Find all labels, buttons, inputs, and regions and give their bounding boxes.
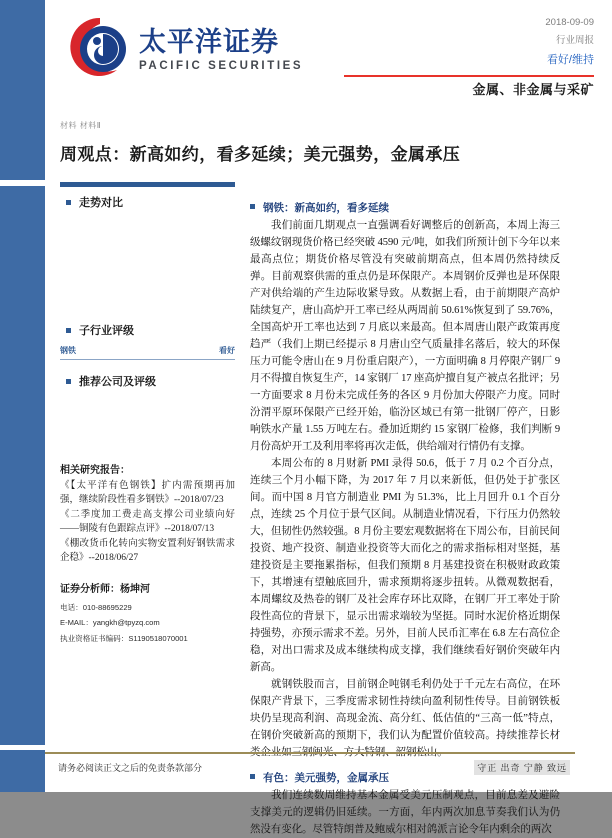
header-meta [344,14,594,100]
breadcrumb: 材料 材料Ⅱ [60,121,102,130]
spine-gap-upper [0,180,45,186]
left-blue-spine [0,0,45,792]
pacific-securities-logo-icon [67,14,133,80]
footer-disclaimer: 请务必阅读正文之后的免责条款部分 [58,763,203,773]
brand-logo [67,14,303,80]
sidebar-section-trend [66,194,235,210]
sidebar-section-recommend-label: 推荐公司及评级 [79,376,156,388]
trend-chart-placeholder [60,214,235,322]
bullet-square-icon [66,328,71,333]
paragraph: 就钢铁股而言，目前钢企吨钢毛利仍处于千元左右高位，在环保限产背景下，三季度需求韧性持续向盈利韧性传导。目前钢铁板块仍呈现高利润、高现金流、高分红、低估值的“三高一低”特点，在钢价突破新高的预期下，我们认为配置价值较高。持续推荐长材 [250,679,560,741]
sub-industry-rating-table [60,343,235,360]
paragraph: 我们前面几期观点一直强调看好调整后的创新高，本周上海三级螺纹钢现货价格已经突破 4590 元/吨，如我们所预计创下今年以来最高点位；期货价格尽管没有突破前期高点，但本周仍然持续反弹。目前观察供需的重点仍是环保限产。本周钢价反弹也是环保限产对供给端的产生边际收紧导致。从数据上看，由于前期限产高炉陆续复产，唐山高炉开工率已经从两周前 50.61%恢复到了 59.76%，全国高炉开工率也达到 7 月底以来最高。但本周唐山限产政策再度趋严（我们上期已经提示 8 月唐山空气质量排名落后，较大的环保压力可能令唐山在 9 月份重启限产），一方面明确 8 月停限产钢厂 9 月不得擅自恢复生产，14 家钢厂 17 座高炉擅自复产被点名批评；另一方面要求 8 月份未完成任务的各区 9 月份加大停限产力度。同时汾渭平原环保限产已经开始，临汾区域已有第一批钢厂停产，日影响铁水产量 1.55 万吨左右。叠加近期约 15 家钢厂检修，我们判断 9 月份高炉开工及利用率将再次走低，供给端对行情仍有支撑。 [250,220,560,452]
related-reports-title: 相关研究报告： [60,465,130,476]
section-heading-nonferrous-label: 有色：美元强势，金属承压 [263,773,389,784]
recommend-table-placeholder [60,393,235,455]
spine-gap-lower [0,745,45,750]
list-item: 《【太平洋有色钢铁】扩内需预期再加强，继续阶段性看多钢铁》--2018/07/23 [60,481,235,506]
bullet-square-icon [66,200,71,205]
list-item: 《二季度加工费走高支撑公司业绩向好——铜陵有色跟踪点评》--2018/07/13 [60,509,235,535]
header-red-rule [344,75,594,78]
brand-name-cn: 太平洋证券 [139,27,279,58]
analyst-license: 执业资格证书编码：S1190518070001 [60,633,188,643]
section-bar-trend [60,182,235,187]
analyst-name: 证券分析师：杨坤河 [60,583,150,595]
rating-value-cell: 看好 [148,343,236,360]
paragraph: 本周公布的 8 月财新 PMI 录得 50.6，低于 7 月 0.2 个百分点，连续三个月小幅下降，为 2017 年 7 月以来新低，但仍处于扩张区间。而中国 8 月官方制造业 PMI 为 51.3%，比上月回升 0.1 个百分点，连续 25 个月位于景气区间。从制造业情况看，下行压力仍然较大，但韧性仍然较强。8 月份主要宏观数据将在下周公布，目前民间投资、地产投资、制造业投资等大而化之的需求指标相对坚挺，基建投资是主要拖累指标，但我们预期 8 月基建投资在积极财政政策下，其增速有望触底回升，需求预期将逐步扭转。从微观数据看，本周螺纹及热卷的钢厂及社会库存环比双降，在钢厂开工率处于阶段性高位的背景下，显示出需求端较为坚挺。同时水泥价格近期保持强势，亦预示需求不差。另外，目前人民币汇率在 6.8 左右高位企稳，对出口需求及成本继续构成支撑，我们继续看好钢价突破年内新高。 [250,458,560,673]
sidebar-section-trend-label: 走势对比 [79,197,123,209]
footer-slogan: 守正 出奇 宁静 致远 [474,760,570,775]
rating-industry-cell: 钢铁 [60,343,148,360]
main-content [250,200,560,838]
analyst-email[interactable]: E-MAIL：yangkh@tpyzq.com [60,618,160,628]
sidebar-section-sub-industry [66,322,235,338]
sidebar-section-sub-industry-label: 子行业评级 [79,325,134,337]
sidebar [60,182,235,646]
section-heading-steel [250,200,560,215]
page-footer [58,760,570,775]
report-type: 行业周报 [555,35,594,47]
page-header [45,0,612,100]
list-item: 《棚改货币化转向实物安置利好钢铁需求企稳》--2018/06/27 [60,538,235,564]
report-date: 2018-09-09 [545,17,594,28]
analyst-phone: 电话：010-88695229 [60,602,132,612]
brand-name-en: PACIFIC SECURITIES [139,59,304,72]
report-rating: 看好/维持 [546,54,594,67]
table-row [60,343,235,360]
sidebar-section-recommend [66,373,235,389]
section-heading-steel-label: 钢铁：新高如约，看多延续 [263,203,389,214]
paragraph: 我们连续数周维持基本金属受美元压制观点，目前息差及避险支撑美元的逻辑仍旧延续。一方面，年内两次加息节奏我们认为仍然没有变化。尽管特朗普及鲍威尔相对鸽派言论令年内剩余的两次 [250,790,560,835]
bullet-square-icon [250,204,255,209]
page-title: 周观点：新高如约，看多延续；美元强势，金属承压 [60,145,461,164]
bullet-square-icon [66,379,71,384]
report-sector: 金属、非金属与采矿 [472,82,594,98]
footer-rule [45,752,575,754]
